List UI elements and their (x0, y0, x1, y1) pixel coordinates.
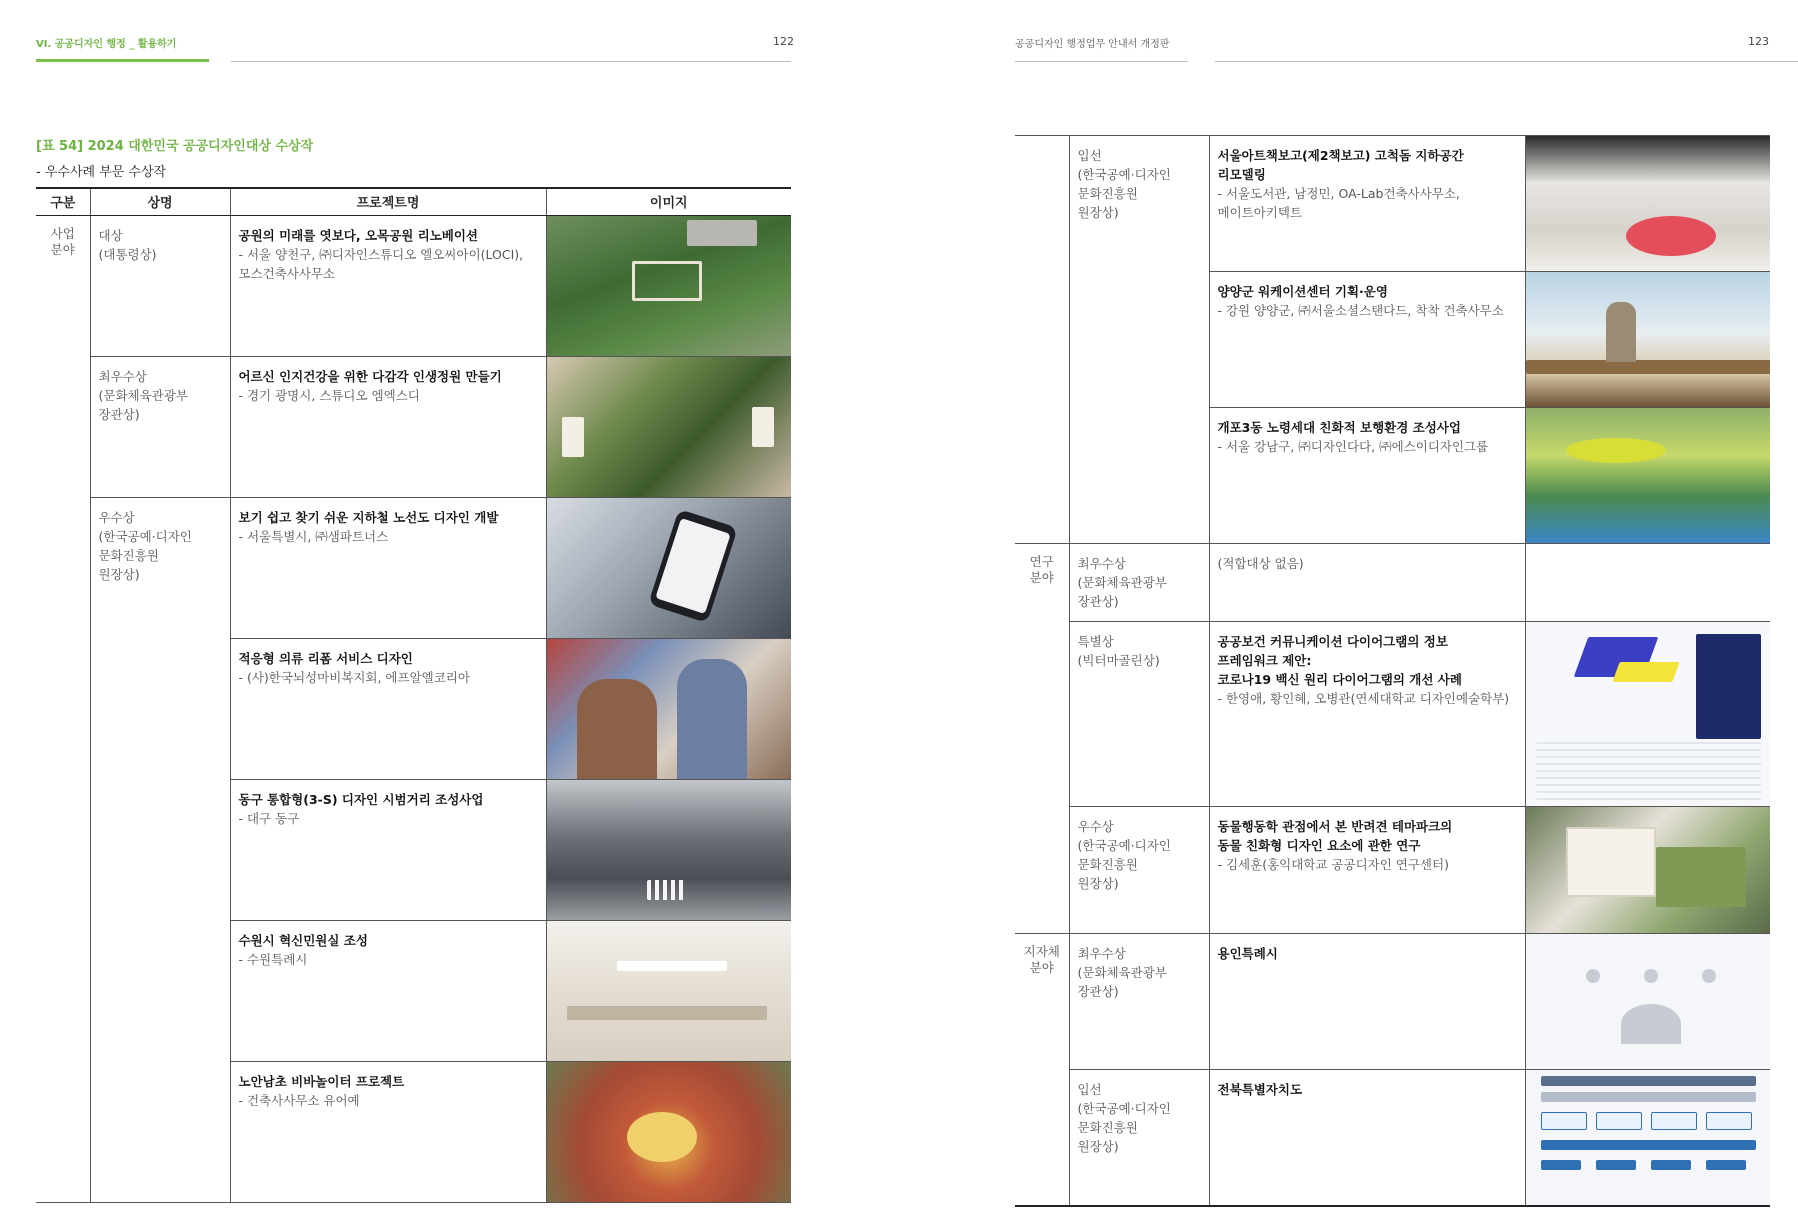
table-row (1015, 136, 1770, 272)
policy-framework-diagram (1526, 1070, 1771, 1205)
image-cell (1525, 136, 1770, 272)
diagram-node (1702, 969, 1716, 983)
diagram-box (1596, 1112, 1642, 1130)
award-label: 최우수상 (문화체육관광부 장관상) (1077, 946, 1167, 999)
category-cell (36, 215, 90, 1202)
phone-shape (648, 508, 738, 622)
play-area-shape (627, 1112, 697, 1162)
table-row (1015, 807, 1770, 934)
header-rule (1015, 61, 1188, 62)
project-cell (230, 920, 546, 1061)
project-description: - 서울도서관, 남정민, OA-Lab건축사사무소, 메이트아키텍트 (1217, 186, 1460, 220)
table-subtitle: - 우수사례 부문 수상작 (36, 165, 167, 180)
header-rule (231, 61, 791, 62)
project-description: - 한영애, 황인혜, 오병관(연세대학교 디자인예술학부) (1217, 691, 1510, 706)
project-cell (1209, 544, 1525, 622)
project-cell (230, 356, 546, 497)
award-label: 최우수상 (문화체육관광부 장관상) (1077, 556, 1167, 609)
table-row (1015, 622, 1770, 807)
project-cell (1209, 1070, 1525, 1207)
project-title: 수원시 혁신민원실 조성 (238, 932, 368, 948)
dog-park-render (1526, 807, 1771, 933)
category-cell (1015, 136, 1069, 544)
canopy-shape (1566, 438, 1666, 463)
library-photo (1526, 136, 1771, 271)
diagram-bar (1541, 1160, 1581, 1170)
card-shape (562, 417, 584, 457)
project-cell (1209, 934, 1525, 1070)
project-description: - 대구 동구 (238, 810, 300, 826)
walkway-photo (1526, 408, 1771, 543)
person-shape (577, 679, 657, 779)
subway-map-phone-photo (547, 498, 792, 638)
plaza-shape (632, 261, 702, 301)
project-cell (230, 779, 546, 920)
project-cell (1209, 272, 1525, 408)
person-shape (1606, 302, 1636, 362)
page-number: 123 (1748, 35, 1769, 48)
award-cell (1069, 934, 1209, 1070)
table-row (1015, 544, 1770, 622)
pavilion-shape (1566, 827, 1656, 897)
diagram-bar (1541, 1140, 1756, 1150)
diagram-block (1612, 662, 1679, 682)
project-cell (1209, 807, 1525, 934)
project-cell (230, 497, 546, 638)
award-cell (1069, 136, 1209, 544)
award-cell (90, 497, 230, 1202)
diagram-arc (1621, 1004, 1681, 1044)
project-cell (230, 1061, 546, 1202)
playground-aerial-photo (547, 1062, 792, 1202)
project-cell (230, 638, 546, 779)
project-title: 공원의 미래를 엿보다, 오목공원 리노베이션 (238, 227, 479, 243)
project-description: - 서울 양천구, ㈜디자인스튜디오 엘오씨아이(LOCI), 모스건축사사무소 (238, 246, 524, 281)
crosswalk-shape (647, 880, 687, 900)
image-cell (1525, 934, 1770, 1070)
page-number: 122 (773, 35, 794, 48)
diagram-box (1541, 1112, 1587, 1130)
award-cell (1069, 1070, 1209, 1207)
diagram-panel (1696, 634, 1761, 739)
garden-workshop-photo (547, 357, 792, 497)
person-shape (677, 659, 747, 779)
diagram-node (1644, 969, 1658, 983)
project-title: 개포3동 노령세대 친화적 보행환경 조성사업 (1217, 420, 1461, 435)
project-title: 적응형 의류 리폼 서비스 디자인 (238, 650, 413, 666)
project-description: - 수원특례시 (238, 951, 308, 967)
project-description: - 서울특별시, ㈜샘파트너스 (238, 528, 389, 544)
diagram-bar (1651, 1160, 1691, 1170)
project-cell (1209, 136, 1525, 272)
cushion-shape (1626, 216, 1716, 256)
image-cell (546, 920, 791, 1061)
ceiling-light-shape (617, 961, 727, 971)
awards-table-right (1015, 135, 1770, 1207)
category-label: 지자체 분야 (1023, 944, 1060, 975)
image-cell (546, 215, 791, 356)
bench-shape (1526, 360, 1771, 374)
award-cell (1069, 807, 1209, 934)
table-header-row (36, 188, 791, 215)
table-row (36, 497, 791, 638)
project-title: 서울아트책보고(제2책보고) 고척돔 지하공간 리모델링 (1217, 148, 1464, 182)
award-label: 입선 (한국공예·디자인 문화진흥원 원장상) (1077, 1082, 1171, 1154)
column-header: 상명 (90, 188, 230, 215)
park-aerial-photo (547, 216, 792, 356)
no-winner-note: (적합대상 없음) (1217, 556, 1304, 571)
project-description: - 서울 강남구, ㈜디자인다다, ㈜에스이디자인그룹 (1217, 439, 1489, 454)
project-description: - 경기 광명시, 스튜디오 엠엑스디 (238, 387, 420, 403)
project-cell (1209, 408, 1525, 544)
building-shape (687, 220, 757, 246)
project-description: - 건축사사무소 유어예 (238, 1092, 360, 1108)
diagram-figure (1526, 622, 1771, 806)
table-title: [표 54] 2024 대한민국 공공디자인대상 수상작 (36, 139, 314, 154)
diagram-bar (1706, 1160, 1746, 1170)
civil-service-office-photo (547, 921, 792, 1061)
image-cell (546, 497, 791, 638)
image-cell (1525, 272, 1770, 408)
project-description: - 강원 양양군, ㈜서울소셜스탠다드, 착착 건축사무소 (1217, 303, 1504, 318)
award-cell (90, 215, 230, 356)
project-title: 동물행동학 관점에서 본 반려견 테마파크의 동물 친화형 디자인 요소에 관한 연구 (1217, 819, 1453, 853)
strategy-diagram (1526, 934, 1771, 1069)
diagram-bar (1596, 1160, 1636, 1170)
table-row (36, 356, 791, 497)
award-cell (1069, 544, 1209, 622)
project-title: 보기 쉽고 찾기 쉬운 지하철 노선도 디자인 개발 (238, 509, 499, 525)
project-cell (230, 215, 546, 356)
awards-table-left (36, 187, 791, 1203)
image-cell (1525, 408, 1770, 544)
image-cell (546, 779, 791, 920)
diagram-node (1586, 969, 1600, 983)
project-title: 동구 통합형(3-S) 디자인 시범거리 조성사업 (238, 791, 484, 807)
project-title: 공공보건 커뮤니케이션 다이어그램의 정보 프레임워크 제안: 코로나19 백신 원리 다이어그램의 개선 사례 (1217, 634, 1462, 687)
table-row (1015, 1070, 1770, 1207)
diagram-bar (1541, 1076, 1756, 1086)
category-cell (1015, 544, 1069, 934)
clothing-reform-photo (547, 639, 792, 779)
table-row (1015, 934, 1770, 1070)
column-header: 구분 (36, 188, 90, 215)
image-cell (1525, 544, 1770, 622)
table-row (36, 215, 791, 356)
lawn-shape (1656, 847, 1746, 907)
image-cell (1525, 622, 1770, 807)
project-title: 전북특별자치도 (1217, 1082, 1303, 1097)
phone-screen (655, 518, 730, 614)
diagram-bar (1541, 1092, 1756, 1102)
right-page (899, 0, 1798, 1222)
award-label: 입선 (한국공예·디자인 문화진흥원 원장상) (1077, 148, 1171, 220)
award-label: 특별상 (빅터마골린상) (1077, 634, 1160, 668)
header-accent-bar (36, 59, 209, 62)
project-title: 용인특례시 (1217, 946, 1278, 961)
column-header: 프로젝트명 (230, 188, 546, 215)
image-cell (546, 356, 791, 497)
award-label: 우수상 (한국공예·디자인 문화진흥원 원장상) (98, 509, 192, 582)
project-title: 어르신 인지건강을 위한 다감각 인생정원 만들기 (238, 368, 502, 384)
header-rule (1215, 61, 1798, 62)
award-label: 우수상 (한국공예·디자인 문화진흥원 원장상) (1077, 819, 1171, 891)
project-title: 양양군 워케이션센터 기획·운영 (1217, 284, 1388, 299)
award-label: 대상 (대통령상) (98, 227, 157, 262)
counter-shape (567, 1006, 767, 1020)
award-cell (90, 356, 230, 497)
image-cell (1525, 807, 1770, 934)
project-title: 노안남초 비바놀이터 프로젝트 (238, 1073, 405, 1089)
workation-beach-photo (1526, 272, 1771, 407)
diagram-table (1536, 742, 1761, 800)
project-description: - (사)한국뇌성마비복지회, 에프알엘코리아 (238, 669, 470, 685)
card-shape (752, 407, 774, 447)
project-description: - 김세훈(홍익대학교 공공디자인 연구센터) (1217, 857, 1449, 872)
street-aerial-photo (547, 780, 792, 920)
guide-title-header: 공공디자인 행정업무 안내서 개정판 (1015, 39, 1170, 50)
award-cell (1069, 622, 1209, 807)
image-cell (1525, 1070, 1770, 1207)
diagram-box (1651, 1112, 1697, 1130)
category-label: 연구 분야 (1029, 554, 1054, 585)
image-cell (546, 1061, 791, 1202)
column-header: 이미지 (546, 188, 791, 215)
award-label: 최우수상 (문화체육관광부 장관상) (98, 368, 188, 422)
diagram-box (1706, 1112, 1752, 1130)
project-cell (1209, 622, 1525, 807)
category-cell (1015, 934, 1069, 1207)
chapter-header: VI. 공공디자인 행정 _ 활용하기 (36, 39, 177, 50)
image-cell (546, 638, 791, 779)
category-label: 사업 분야 (50, 225, 75, 257)
